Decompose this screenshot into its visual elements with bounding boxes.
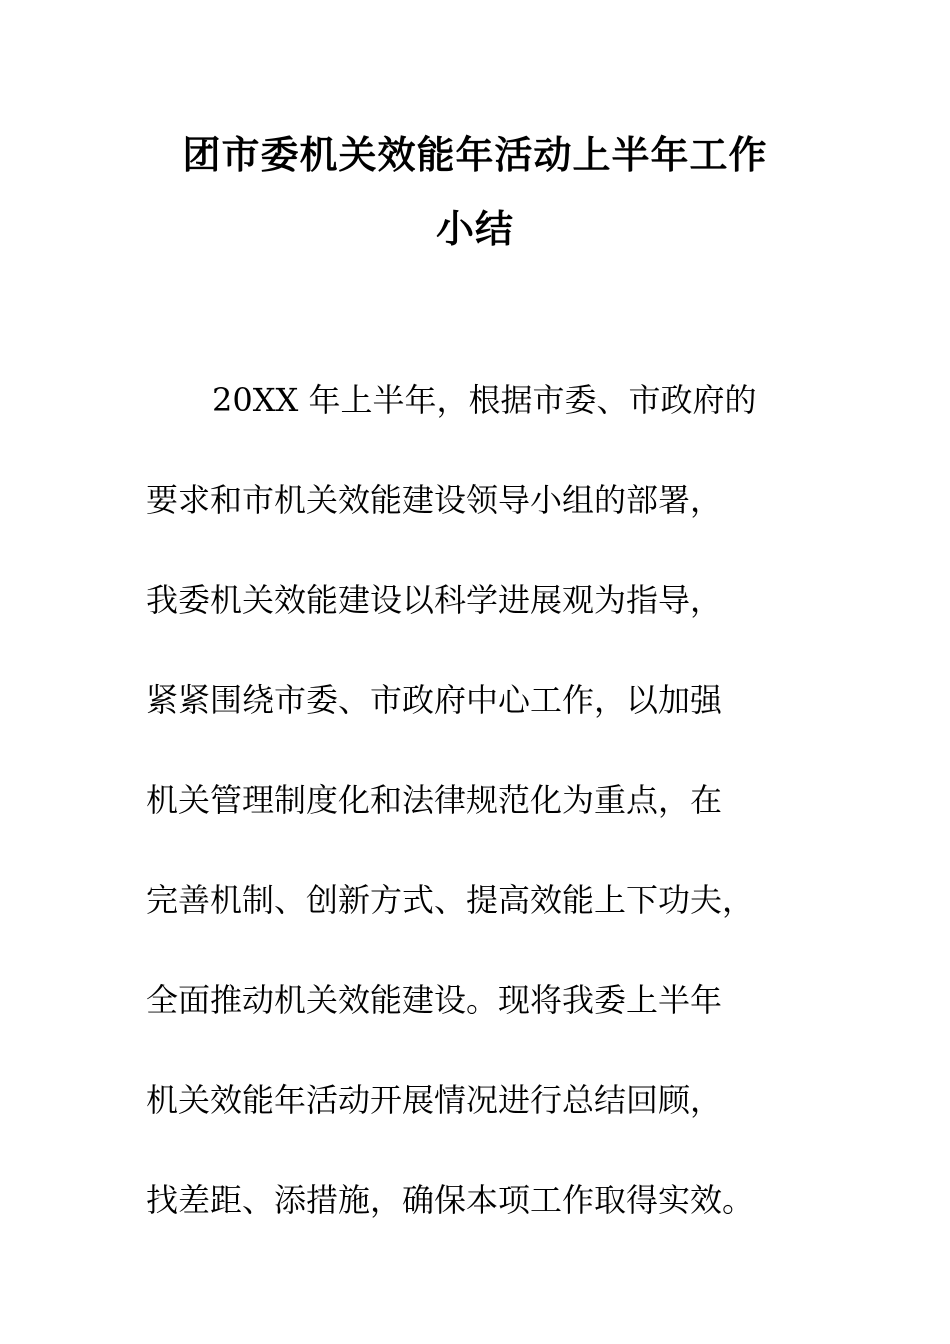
document-title-line-2: 小结 [435, 207, 514, 251]
paragraph-line-3: 我委机关效能建设以科学进展观为指导， [146, 581, 723, 619]
paragraph-line-5: 机关管理制度化和法律规范化为重点，在 [146, 781, 723, 819]
paragraph-line-4: 紧紧围绕市委、市政府中心工作，以加强 [146, 681, 723, 719]
paragraph-line-7: 全面推动机关效能建设。现将我委上半年 [146, 981, 723, 1019]
document-title-line-1: 团市委机关效能年活动上半年工作 [182, 133, 768, 177]
paragraph-line-1: 20XX 年上半年，根据市委、市政府的 [212, 381, 757, 419]
paragraph-line-8: 机关效能年活动开展情况进行总结回顾， [146, 1081, 723, 1119]
paragraph-line-2: 要求和市机关效能建设领导小组的部署， [146, 481, 723, 519]
paragraph-line-6: 完善机制、创新方式、提高效能上下功夫， [146, 881, 755, 919]
paragraph-line-9: 找差距、添措施，确保本项工作取得实效。 [146, 1181, 755, 1219]
